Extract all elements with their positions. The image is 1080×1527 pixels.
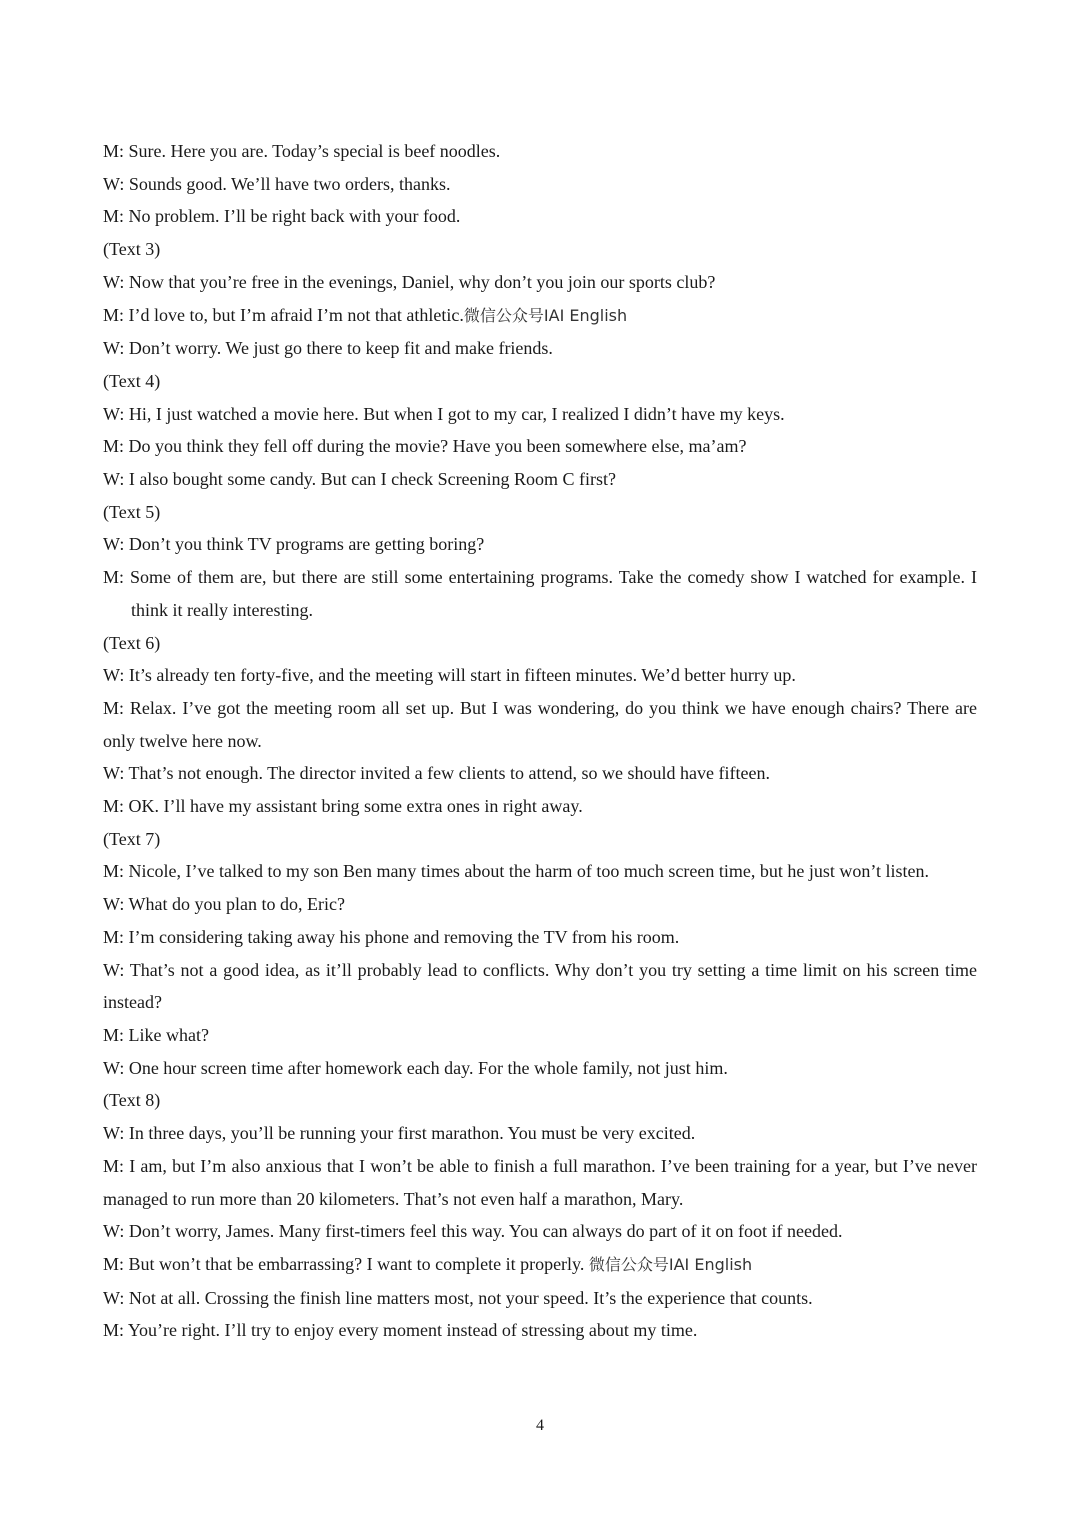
dialogue-line: M: No problem. I’ll be right back with your food. [103,206,461,227]
dialogue-line: W: That’s not enough. The director invited a few clients to attend, so we should have fifteen. [103,763,770,784]
dialogue-text: M: I’d love to, but I’m afraid I’m not that athletic. [103,304,464,325]
dialogue-line: W: I also bought some candy. But can I check Screening Room C first? [103,469,617,490]
section-heading: (Text 8) [103,1090,161,1111]
dialogue-line: M: I’m considering taking away his phone and removing the TV from his room. [103,926,680,947]
dialogue-line: M: I am, but I’m also anxious that I won’t be able to finish a full marathon. I’ve been training for a year, but I’ve never managed to run more than 20 kilometers. That’s not even half a marathon, Mary. [103,1155,977,1209]
dialogue-line: M: You’re right. I’ll try to enjoy every moment instead of stressing about my time. [103,1320,698,1341]
dialogue-line: M: Do you think they fell off during the movie? Have you been somewhere else, ma’am? [103,436,747,457]
dialogue-line [103,1248,977,1282]
dialogue-line: M: Relax. I’ve got the meeting room all set up. But I was wondering, do you think we have enough chairs? There are only twelve here now. [103,697,977,751]
dialogue-line: W: Hi, I just watched a movie here. But when I got to my car, I realized I didn’t have my keys. [103,403,785,424]
dialogue-text: M: But won’t that be embarrassing? I want to complete it properly. [103,1253,589,1274]
dialogue-line: M: Sure. Here you are. Today’s special is beef noodles. [103,141,501,161]
dialogue-line: W: Don’t you think TV programs are getting boring? [103,534,485,555]
section-heading: (Text 3) [103,239,161,260]
section-heading: (Text 5) [103,501,161,522]
dialogue-line: M: Some of them are, but there are still some entertaining programs. Take the comedy show I watched for example. I think it really interesting. [103,567,977,620]
section-heading: (Text 7) [103,828,161,849]
dialogue-line: W: It’s already ten forty-five, and the meeting will start in fifteen minutes. We’d better hurry up. [103,665,796,686]
dialogue-line: W: Sounds good. We’ll have two orders, thanks. [103,173,451,194]
dialogue-line: W: One hour screen time after homework each day. For the whole family, not just him. [103,1057,728,1078]
dialogue-line: W: That’s not a good idea, as it’ll probably lead to conflicts. Why don’t you try setting a time limit on his screen time instead? [103,959,977,1013]
watermark: 微信公众号IAI English [463,305,628,325]
dialogue-line [103,299,977,333]
dialogue-line: W: What do you plan to do, Eric? [103,894,345,915]
transcript-body [103,135,977,1347]
dialogue-line: W: Now that you’re free in the evenings, Daniel, why don’t you join our sports club? [103,271,716,292]
dialogue-line: W: Don’t worry. We just go there to keep fit and make friends. [103,338,553,359]
dialogue-line: W: Don’t worry, James. Many first-timers feel this way. You can always do part of it on foot if needed. [103,1221,843,1242]
watermark: 微信公众号IAI English [588,1254,753,1274]
section-heading: (Text 4) [103,370,161,391]
dialogue-line: W: In three days, you’ll be running your first marathon. You must be very excited. [103,1123,696,1144]
dialogue-line: M: Nicole, I’ve talked to my son Ben many times about the harm of too much screen time, but he just won’t listen. [103,861,930,882]
dialogue-line: M: OK. I’ll have my assistant bring some extra ones in right away. [103,796,583,817]
section-heading: (Text 6) [103,632,161,653]
dialogue-line: M: Like what? [103,1024,209,1045]
dialogue-line: W: Not at all. Crossing the finish line matters most, not your speed. It’s the experience that counts. [103,1287,813,1308]
page-number: 4 [536,1417,544,1434]
